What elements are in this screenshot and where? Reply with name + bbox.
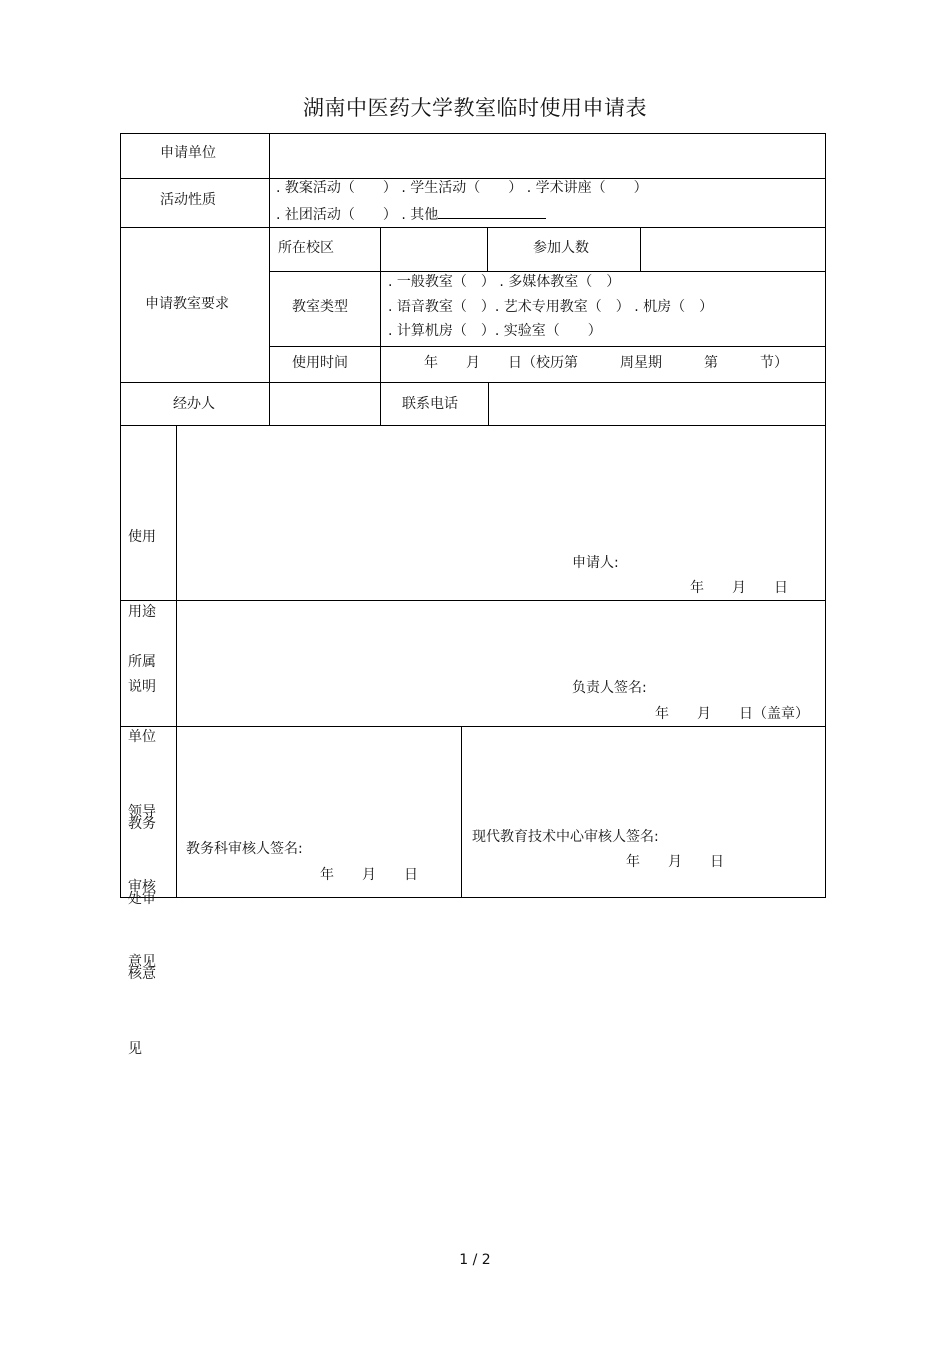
room-type-label: 教室类型 [292, 299, 348, 315]
column-divider [640, 227, 641, 272]
activity-nature-options-line2-text: . 社团活动（ ） . 其他 [276, 207, 439, 223]
activity-nature-label: 活动性质 [160, 192, 216, 208]
other-activity-blank[interactable] [438, 204, 546, 219]
dept-review-signer-label: 负责人签名: [572, 680, 647, 696]
applicant-unit-label: 申请单位 [160, 145, 216, 161]
purpose-label-line: 使用 [128, 529, 156, 545]
column-divider [488, 382, 489, 426]
row-divider [269, 271, 826, 272]
applicant-unit-field[interactable] [275, 140, 820, 172]
column-divider [380, 227, 381, 426]
classroom-requirements-label: 申请教室要求 [145, 296, 229, 312]
row-divider [120, 382, 826, 383]
activity-nature-options-line1: . 教案活动（ ） . 学生活动（ ） . 学术讲座（ ） [276, 180, 648, 196]
academic-review-label-line: 见 [128, 1041, 142, 1057]
edu-tech-center-signer-label: 现代教育技术中心审核人签名: [472, 829, 659, 845]
page-title: 湖南中医药大学教室临时使用申请表 [303, 96, 647, 120]
handler-field[interactable] [275, 388, 375, 420]
column-divider [487, 227, 488, 272]
dept-review-label-line: 所属 [128, 654, 156, 670]
row-divider [120, 178, 826, 179]
row-divider [269, 346, 826, 347]
contact-phone-label: 联系电话 [402, 396, 458, 412]
purpose-label-line: 用途 [128, 604, 156, 620]
dept-review-text-area[interactable] [182, 606, 820, 676]
academic-review-label-line: 核意 [128, 966, 156, 982]
column-divider [461, 726, 462, 898]
academic-review-label-line: 教务 [128, 816, 156, 832]
dept-review-label-line: 意见 [128, 954, 156, 970]
room-type-options-line1: . 一般教室（ ） . 多媒体教室（ ） [388, 274, 621, 290]
table-border-left [120, 133, 121, 898]
edu-tech-center-date: 年 月 日 [626, 854, 724, 870]
dept-review-date: 年 月 日（盖章） [655, 706, 809, 722]
attendees-label: 参加人数 [533, 240, 589, 256]
row-divider [120, 425, 826, 426]
column-divider [269, 133, 270, 426]
table-border-right [825, 133, 826, 898]
usage-time-text: 年 月 日（校历第 周星期 第 节） [424, 355, 788, 371]
attendees-field[interactable] [646, 233, 821, 267]
campus-field[interactable] [385, 233, 483, 267]
dept-review-label-line: 单位 [128, 729, 156, 745]
purpose-label-line: 说明 [128, 679, 156, 695]
column-divider [176, 425, 177, 898]
academic-review-label-line: 处审 [128, 891, 156, 907]
room-type-options-line2: . 语音教室（ ）. 艺术专用教室（ ） . 机房（ ） [388, 299, 714, 315]
academic-affairs-signer-label: 教务科审核人签名: [186, 841, 303, 857]
handler-label: 经办人 [173, 396, 215, 412]
edu-tech-center-review-area[interactable] [467, 732, 820, 822]
dept-review-label-line: 审核 [128, 879, 156, 895]
room-type-options-line3: . 计算机房（ ）. 实验室（ ） [388, 323, 602, 339]
academic-affairs-review-area[interactable] [182, 732, 456, 832]
usage-time-label: 使用时间 [292, 355, 348, 371]
campus-label: 所在校区 [278, 240, 334, 256]
page-number: 1 / 2 [459, 1252, 491, 1268]
row-divider [120, 726, 826, 727]
purpose-text-area[interactable] [182, 430, 820, 550]
table-border-top [120, 133, 826, 134]
dept-review-label-line: 领导 [128, 804, 156, 820]
contact-phone-field[interactable] [494, 388, 820, 420]
row-divider [120, 227, 826, 228]
row-divider [120, 600, 826, 601]
academic-affairs-date: 年 月 日 [320, 867, 418, 883]
academic-review-label [128, 762, 156, 1112]
purpose-date: 年 月 日 [690, 580, 788, 596]
table-border-bottom [120, 897, 826, 898]
activity-nature-options-line2 [276, 204, 546, 223]
applicant-signature-label: 申请人: [572, 555, 619, 571]
